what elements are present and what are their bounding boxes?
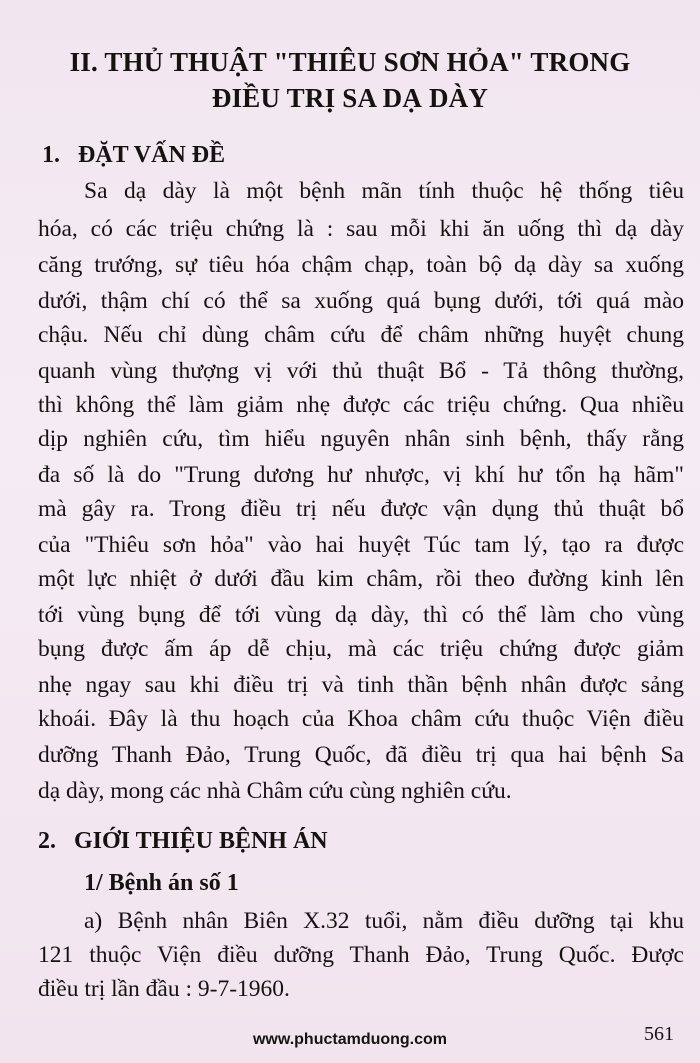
- paragraph-line: Sa dạ dày là một bệnh mãn tính thuộc hệ thống tiêu: [84, 178, 684, 204]
- chapter-title-line-2: ĐIỀU TRỊ SA DẠ DÀY: [211, 83, 489, 113]
- paragraph-line: đa số là do "Trung dương hư nhược, vị khí hư tổn hạ hãm": [38, 462, 684, 488]
- section-1-number: 1.: [42, 142, 60, 168]
- page-number: 561: [644, 1023, 674, 1045]
- paragraph-line: 121 thuộc Viện điều dưỡng Thanh Đảo, Trung Quốc. Được: [38, 942, 684, 968]
- paragraph-line: quanh vùng thượng vị với thủ thuật Bổ - Tả thông thường,: [38, 358, 684, 384]
- section-2-number: 2.: [38, 828, 56, 854]
- case-1-subheading: 1/ Bệnh án số 1: [84, 870, 239, 896]
- section-2-heading: [38, 826, 328, 856]
- paragraph-line: một lực nhiệt ở dưới đầu kim châm, rồi theo đường kinh lên: [38, 566, 684, 592]
- paragraph-line: mà gây ra. Trong điều trị nếu được vận dụng thủ thuật bổ: [38, 496, 684, 522]
- paragraph-line: dạ dày, mong các nhà Châm cứu cùng nghiên cứu.: [38, 778, 512, 804]
- paragraph-line: dịp nghiên cứu, tìm hiểu nguyên nhân sinh bệnh, thấy rằng: [38, 426, 684, 452]
- footer-website-url: www.phuctamduong.com: [252, 1031, 448, 1048]
- paragraph-line: dưới, thậm chí có thể sa xuống quá bụng dưới, tới quá mào: [38, 288, 684, 314]
- paragraph-line: khoái. Đây là thu hoạch của Khoa châm cứu thuộc Viện điều: [38, 706, 684, 732]
- paragraph-line: bụng được ấm áp dễ chịu, mà các triệu chứng được giảm: [38, 636, 684, 662]
- paragraph-line: điều trị lần đầu : 9-7-1960.: [38, 976, 290, 1002]
- paragraph-line: dưỡng Thanh Đảo, Trung Quốc, đã điều trị qua hai bệnh Sa: [38, 742, 684, 768]
- paragraph-line: chậu. Nếu chỉ dùng châm cứu để châm những huyệt chung: [38, 322, 684, 348]
- paragraph-line: a) Bệnh nhân Biên X.32 tuổi, nằm điều dưỡng tại khu: [84, 908, 684, 934]
- section-1-title: ĐẶT VẤN ĐỀ: [78, 142, 226, 168]
- section-1-heading: [42, 140, 225, 170]
- section-2-title: GIỚI THIỆU BỆNH ÁN: [74, 828, 328, 854]
- paragraph-line: căng trướng, sự tiêu hóa chậm chạp, toàn bộ dạ dày sa xuống: [38, 252, 684, 278]
- paragraph-line: tới vùng bụng để tới vùng dạ dày, thì có thể làm cho vùng: [38, 602, 684, 628]
- paragraph-line: nhẹ ngay sau khi điều trị và tinh thần bệnh nhân được sảng: [38, 672, 684, 698]
- paragraph-line: của "Thiêu sơn hỏa" vào hai huyệt Túc tam lý, tạo ra được: [38, 532, 684, 558]
- paragraph-line: thì không thể làm giảm nhẹ được các triệu chứng. Qua nhiều: [38, 392, 684, 418]
- paragraph-line: hóa, có các triệu chứng là : sau mỗi khi ăn uống thì dạ dày: [38, 216, 684, 242]
- chapter-title-line-1: II. THỦ THUẬT "THIÊU SƠN HỎA" TRONG: [69, 47, 631, 77]
